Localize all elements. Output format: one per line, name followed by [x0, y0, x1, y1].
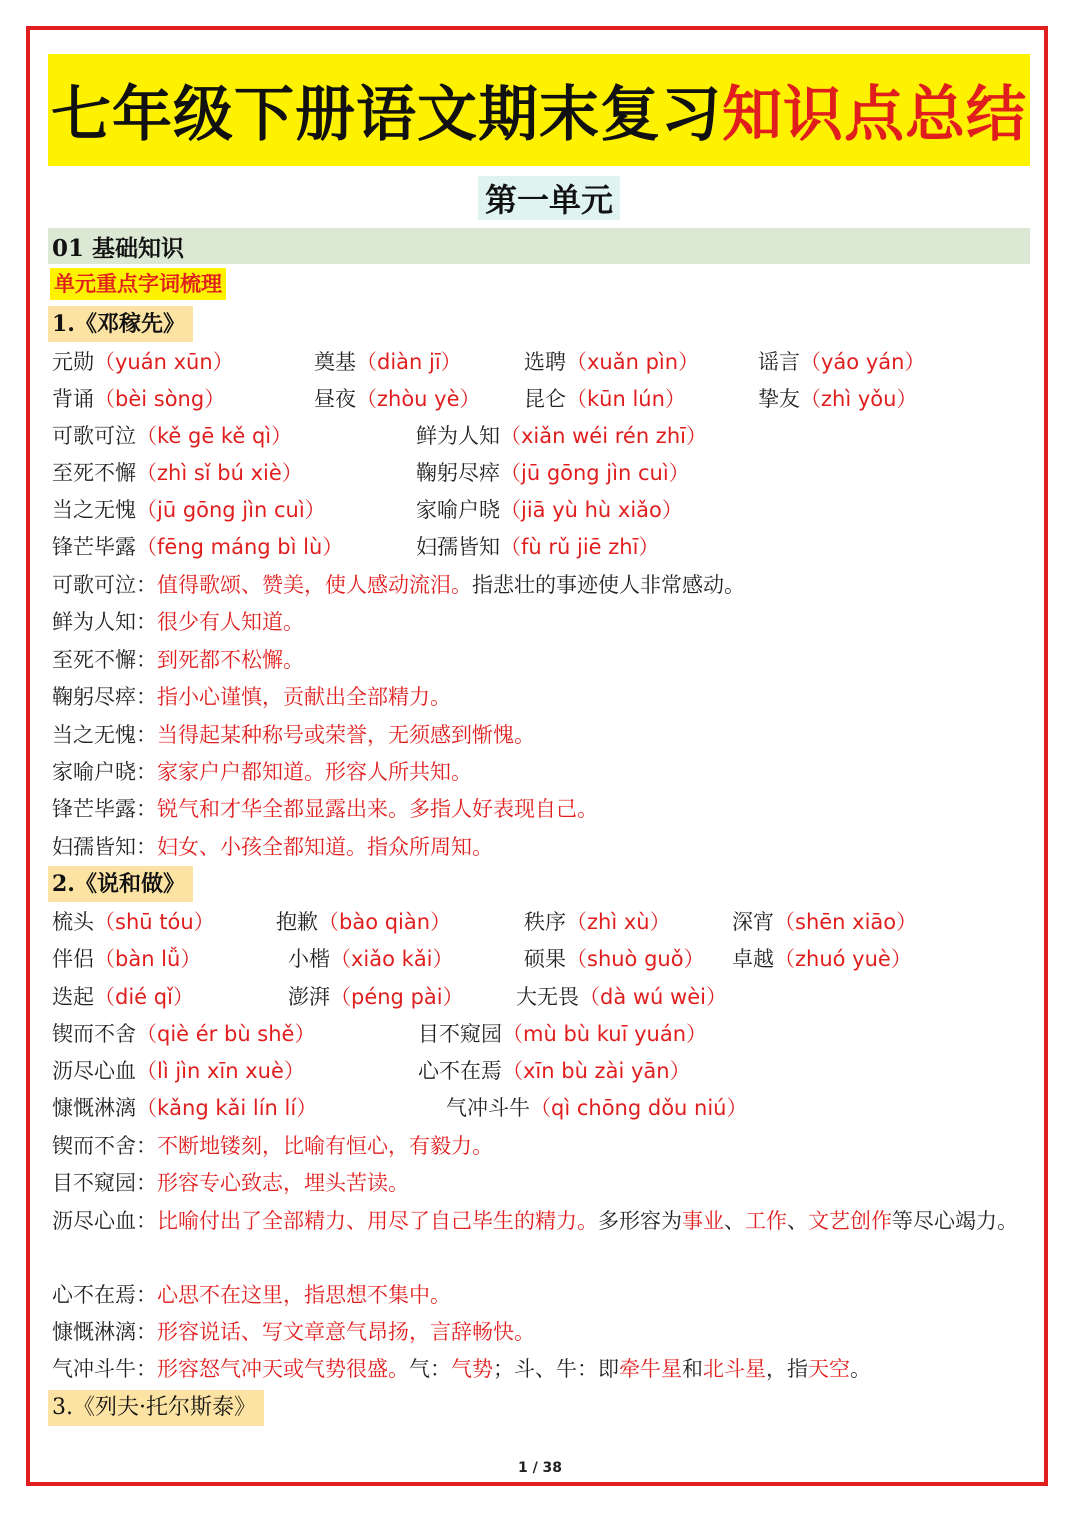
definition-row — [52, 1203, 1028, 1240]
vocab-item — [52, 1055, 305, 1087]
word: 家喻户晓 — [416, 498, 500, 522]
word: 奠基 — [314, 350, 356, 374]
vocab-item — [52, 943, 201, 975]
lesson-2-heading: 2.《说和做》 — [48, 866, 193, 902]
subheading: 单元重点字词梳理 — [50, 268, 226, 300]
vocab-item — [524, 943, 705, 975]
def-highlight: 天空 — [808, 1357, 850, 1381]
definition-row — [52, 644, 304, 676]
word: 迭起 — [52, 985, 94, 1009]
word: 昆仑 — [524, 387, 566, 411]
definition-row — [52, 569, 745, 601]
vocab-item — [732, 906, 917, 938]
def-term: 可歌可泣： — [52, 573, 157, 597]
vocab-item — [288, 981, 464, 1013]
def-term: 鞠躬尽瘁： — [52, 685, 157, 709]
pinyin: （zhì xù） — [566, 910, 671, 934]
pinyin: （dà wú wèi） — [579, 985, 727, 1009]
pinyin: （xīn bù zài yān） — [502, 1059, 691, 1083]
pinyin: （bèi sòng） — [94, 387, 226, 411]
word: 大无畏 — [516, 985, 579, 1009]
def-text: 当得起某种称号或荣誉，无须感到惭愧。 — [157, 723, 535, 747]
def-text: 值得歌颂、赞美，使人感动流泪。 — [157, 573, 472, 597]
vocab-item — [524, 383, 686, 415]
pinyin: （shū tóu） — [94, 910, 215, 934]
def-note: 。 — [850, 1357, 871, 1381]
vocab-item — [418, 1055, 691, 1087]
word: 昼夜 — [314, 387, 356, 411]
vocab-item — [52, 531, 343, 563]
definition-row — [52, 1353, 871, 1385]
vocab-item — [52, 1018, 315, 1050]
word: 选聘 — [524, 350, 566, 374]
pinyin: （diàn jī） — [356, 350, 462, 374]
def-text: 锐气和才华全都显露出来。多指人好表现自己。 — [157, 797, 598, 821]
word: 元勋 — [52, 350, 94, 374]
def-text: 心思不在这里，指思想不集中。 — [157, 1283, 451, 1307]
vocab-item — [416, 457, 690, 489]
vocab-item — [416, 531, 659, 563]
def-term: 家喻户晓： — [52, 760, 157, 784]
word: 心不在焉 — [418, 1059, 502, 1083]
vocab-item — [524, 346, 699, 378]
lesson-1-heading: 1.《邓稼先》 — [48, 306, 193, 342]
pinyin: （dié qǐ） — [94, 985, 194, 1009]
vocab-item — [276, 906, 451, 938]
def-term: 沥尽心血： — [52, 1209, 157, 1233]
word: 鲜为人知 — [416, 424, 500, 448]
definition-row — [52, 793, 598, 825]
pinyin: （qiè ér bù shě） — [136, 1022, 316, 1046]
vocab-item — [758, 346, 925, 378]
pinyin: （bàn lǚ） — [94, 947, 202, 971]
def-highlight: 事业 — [682, 1209, 724, 1233]
pinyin: （mù bù kuī yuán） — [502, 1022, 708, 1046]
pinyin: （zhuó yuè） — [774, 947, 912, 971]
def-text: 妇女、小孩全都知道。指众所周知。 — [157, 835, 493, 859]
pinyin: （xiǎo kǎi） — [330, 947, 454, 971]
vocab-item — [52, 494, 326, 526]
word: 慷慨淋漓 — [52, 1096, 136, 1120]
page-title — [48, 54, 1030, 166]
def-term: 心不在焉： — [52, 1283, 157, 1307]
definition-row — [52, 681, 451, 713]
def-term: 鲜为人知： — [52, 610, 157, 634]
pinyin: （fēng máng bì lù） — [136, 535, 344, 559]
title-part-black: 七年级下册语文期末复习 — [51, 80, 722, 150]
def-note: 指悲壮的事迹使人非常感动。 — [472, 573, 745, 597]
word: 当之无愧 — [52, 498, 136, 522]
lesson-3-heading: 3.《列夫·托尔斯泰》 — [48, 1390, 264, 1426]
definition-row — [52, 719, 535, 751]
vocab-item — [52, 981, 194, 1013]
def-highlight: 气势 — [451, 1357, 493, 1381]
def-text: 指小心谨慎，贡献出全部精力。 — [157, 685, 451, 709]
def-highlight: 工作 — [745, 1209, 787, 1233]
definition-row — [52, 1316, 535, 1348]
pinyin: （jū gōng jìn cuì） — [136, 498, 326, 522]
word: 妇孺皆知 — [416, 535, 500, 559]
title-part-red: 知识点总结 — [722, 80, 1027, 150]
word: 挚友 — [758, 387, 800, 411]
pinyin: （kě gē kě qì） — [136, 424, 293, 448]
pinyin: （lì jìn xīn xuè） — [136, 1059, 305, 1083]
word: 沥尽心血 — [52, 1059, 136, 1083]
def-term: 慷慨淋漓： — [52, 1320, 157, 1344]
def-note: 、 — [724, 1209, 745, 1233]
def-note: 等尽心竭力。 — [892, 1209, 1018, 1233]
vocab-item — [418, 1018, 707, 1050]
vocab-item — [416, 420, 707, 452]
def-text: 很少有人知道。 — [157, 610, 304, 634]
pinyin: （jū gōng jìn cuì） — [500, 461, 690, 485]
pinyin: （jiā yù hù xiǎo） — [500, 498, 683, 522]
pinyin: （kǎng kǎi lín lí） — [136, 1096, 318, 1120]
vocab-item — [52, 383, 225, 415]
page-number: 1 / 38 — [517, 1460, 563, 1476]
def-highlight: 牵牛星 — [619, 1357, 682, 1381]
def-term: 至死不懈： — [52, 648, 157, 672]
vocab-item — [314, 383, 481, 415]
def-text: 不断地镂刻，比喻有恒心，有毅力。 — [157, 1134, 493, 1158]
word: 卓越 — [732, 947, 774, 971]
def-term: 锲而不舍： — [52, 1134, 157, 1158]
def-note: 、 — [787, 1209, 808, 1233]
word: 可歌可泣 — [52, 424, 136, 448]
def-note: 气： — [409, 1357, 451, 1381]
vocab-item — [52, 346, 234, 378]
word: 鞠躬尽瘁 — [416, 461, 500, 485]
vocab-item — [288, 943, 454, 975]
pinyin: （zhòu yè） — [356, 387, 481, 411]
vocab-item — [416, 494, 683, 526]
vocab-item — [52, 906, 215, 938]
def-note: ，指 — [766, 1357, 808, 1381]
unit-heading: 第一单元 — [478, 176, 620, 220]
vocab-item — [524, 906, 671, 938]
vocab-item — [52, 457, 303, 489]
def-note: ；斗、牛：即 — [493, 1357, 619, 1381]
pinyin: （yuán xūn） — [94, 350, 234, 374]
def-term: 妇孺皆知： — [52, 835, 157, 859]
pinyin: （xuǎn pìn） — [566, 350, 700, 374]
pinyin: （zhì sǐ bú xiè） — [136, 461, 303, 485]
word: 梳头 — [52, 910, 94, 934]
def-text: 形容怒气冲天或气势很盛。 — [157, 1357, 409, 1381]
pinyin: （fù rǔ jiē zhī） — [500, 535, 660, 559]
pinyin: （qì chōng dǒu niú） — [530, 1096, 748, 1120]
word: 锲而不舍 — [52, 1022, 136, 1046]
vocab-item — [516, 981, 727, 1013]
def-note: 和 — [682, 1357, 703, 1381]
definition-row — [52, 756, 472, 788]
section-title: 01 基础知识 — [52, 235, 185, 262]
word: 伴侣 — [52, 947, 94, 971]
word: 气冲斗牛 — [446, 1096, 530, 1120]
section-bar — [48, 228, 1030, 264]
def-text: 比喻付出了全部精力、用尽了自己毕生的精力。 — [157, 1209, 598, 1233]
pinyin: （xiǎn wéi rén zhī） — [500, 424, 707, 448]
pinyin: （bào qiàn） — [318, 910, 452, 934]
definition-row — [52, 606, 304, 638]
pinyin: （yáo yán） — [800, 350, 926, 374]
def-text: 家家户户都知道。形容人所共知。 — [157, 760, 472, 784]
vocab-item — [758, 383, 917, 415]
def-text: 到死都不松懈。 — [157, 648, 304, 672]
def-highlight: 北斗星 — [703, 1357, 766, 1381]
word: 谣言 — [758, 350, 800, 374]
def-term: 当之无愧： — [52, 723, 157, 747]
word: 锋芒毕露 — [52, 535, 136, 559]
definition-row — [52, 1167, 409, 1199]
word: 澎湃 — [288, 985, 330, 1009]
def-term: 目不窥园： — [52, 1171, 157, 1195]
def-text: 形容专心致志，埋头苦读。 — [157, 1171, 409, 1195]
word: 小楷 — [288, 947, 330, 971]
def-note: 多形容为 — [598, 1209, 682, 1233]
word: 目不窥园 — [418, 1022, 502, 1046]
definition-row — [52, 1130, 493, 1162]
word: 硕果 — [524, 947, 566, 971]
pinyin: （shuò guǒ） — [566, 947, 705, 971]
def-term: 锋芒毕露： — [52, 797, 157, 821]
word: 抱歉 — [276, 910, 318, 934]
def-highlight: 文艺创作 — [808, 1209, 892, 1233]
pinyin: （péng pài） — [330, 985, 464, 1009]
vocab-item — [732, 943, 912, 975]
word: 深宵 — [732, 910, 774, 934]
vocab-item — [446, 1092, 747, 1124]
word: 背诵 — [52, 387, 94, 411]
definition-row — [52, 831, 493, 863]
def-text: 形容说话、写文章意气昂扬，言辞畅快。 — [157, 1320, 535, 1344]
vocab-item — [314, 346, 462, 378]
definition-row — [52, 1279, 451, 1311]
def-term: 气冲斗牛： — [52, 1357, 157, 1381]
vocab-item — [52, 1092, 317, 1124]
vocab-item — [52, 420, 292, 452]
word: 秩序 — [524, 910, 566, 934]
pinyin: （zhì yǒu） — [800, 387, 918, 411]
pinyin: （kūn lún） — [566, 387, 686, 411]
word: 至死不懈 — [52, 461, 136, 485]
pinyin: （shēn xiāo） — [774, 910, 918, 934]
